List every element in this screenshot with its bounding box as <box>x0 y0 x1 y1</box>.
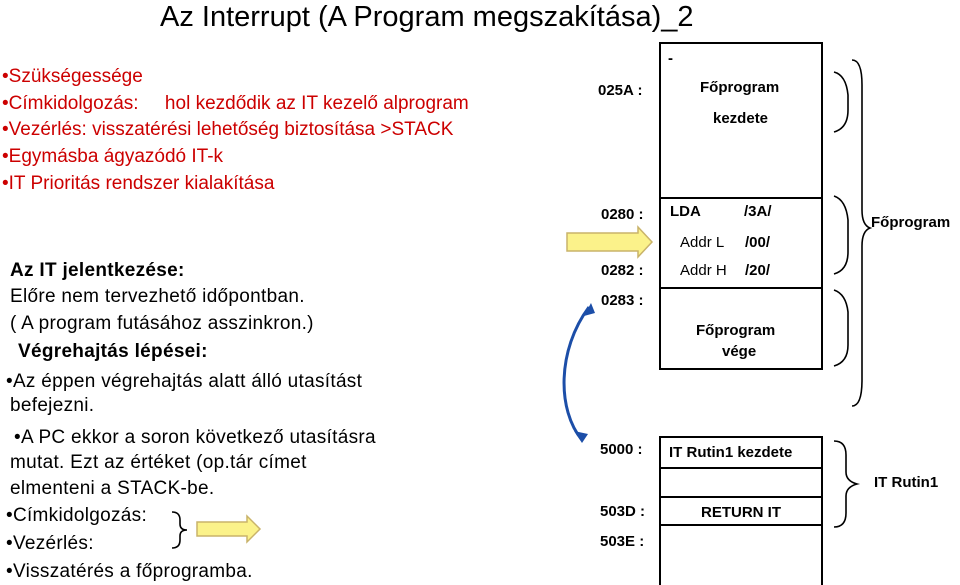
jump-curve-head <box>574 431 588 443</box>
step-item: • Vezérlés: <box>6 532 94 556</box>
steps-heading: Végrehajtás lépései: <box>18 341 208 362</box>
it-heading: Az IT jelentkezése: <box>10 260 185 281</box>
address-label: 0280 : <box>601 206 644 223</box>
jump-curve <box>564 307 589 440</box>
address-label: 0283 : <box>601 292 644 309</box>
step-text: • A PC ekkor a soron következő utasításra <box>14 426 376 450</box>
body-text: Előre nem tervezhető időpontban. <box>10 286 305 307</box>
memory-cell-text: Főprogram <box>696 322 776 339</box>
memory-cell-text: RETURN IT <box>701 504 781 521</box>
memory-cell-text: Főprogram <box>700 79 780 96</box>
memory-cell-text: Addr L <box>680 234 725 251</box>
memory-cell-text: LDA <box>670 203 701 220</box>
foprogram-brace <box>852 60 870 406</box>
small-arrow <box>197 516 260 542</box>
address-label: 503D : <box>600 503 646 520</box>
red-list-item: • Szükségessége <box>2 64 143 90</box>
memory-dash: - <box>668 50 673 67</box>
right-brace <box>834 72 848 132</box>
right-brace <box>834 196 848 274</box>
red-list-item: • Egymásba ágyazódó IT-k <box>2 144 223 170</box>
foprogram-label: Főprogram <box>871 214 951 231</box>
step-text: elmenteni a STACK-be. <box>10 478 215 499</box>
red-list-item: • IT Prioritás rendszer kialakítása <box>2 171 274 197</box>
pc-arrow <box>567 227 652 257</box>
address-label: 0282 : <box>601 262 644 279</box>
it-rutin-brace <box>834 441 857 527</box>
right-brace <box>834 290 848 366</box>
address-label: 503E : <box>600 533 645 550</box>
step-item: • Visszatérés a főprogramba. <box>6 560 253 584</box>
memory-cell-text: IT Rutin1 kezdete <box>669 444 793 461</box>
it-rutin-label: IT Rutin1 <box>874 474 939 491</box>
left-brace <box>172 512 187 548</box>
address-label: 5000 : <box>600 441 643 458</box>
step-text: mutat. Ezt az értéket (op.tár címet <box>10 452 307 473</box>
address-label: 025A : <box>598 82 643 99</box>
memory-cell-text: Addr H <box>680 262 727 279</box>
memory-cell-text: /3A/ <box>744 203 772 220</box>
red-list-item: • Címkidolgozás: hol kezdődik az IT kezelő alprogram <box>2 91 469 117</box>
step-item: • Címkidolgozás: <box>6 504 147 528</box>
step-text: befejezni. <box>10 395 95 416</box>
memory-cell-text: /20/ <box>745 262 771 279</box>
memory-cell-text: vége <box>722 343 757 360</box>
page-title: Az Interrupt (A Program megszakítása)_2 <box>160 1 694 33</box>
step-text: • Az éppen végrehajtás alatt álló utasítást <box>6 370 362 394</box>
red-list-item: • Vezérlés: visszatérési lehetőség biztosítása >STACK <box>2 117 453 143</box>
memory-cell-text: kezdete <box>713 110 769 127</box>
body-text: ( A program futásához asszinkron.) <box>10 313 314 334</box>
memory-cell-text: /00/ <box>745 234 771 251</box>
